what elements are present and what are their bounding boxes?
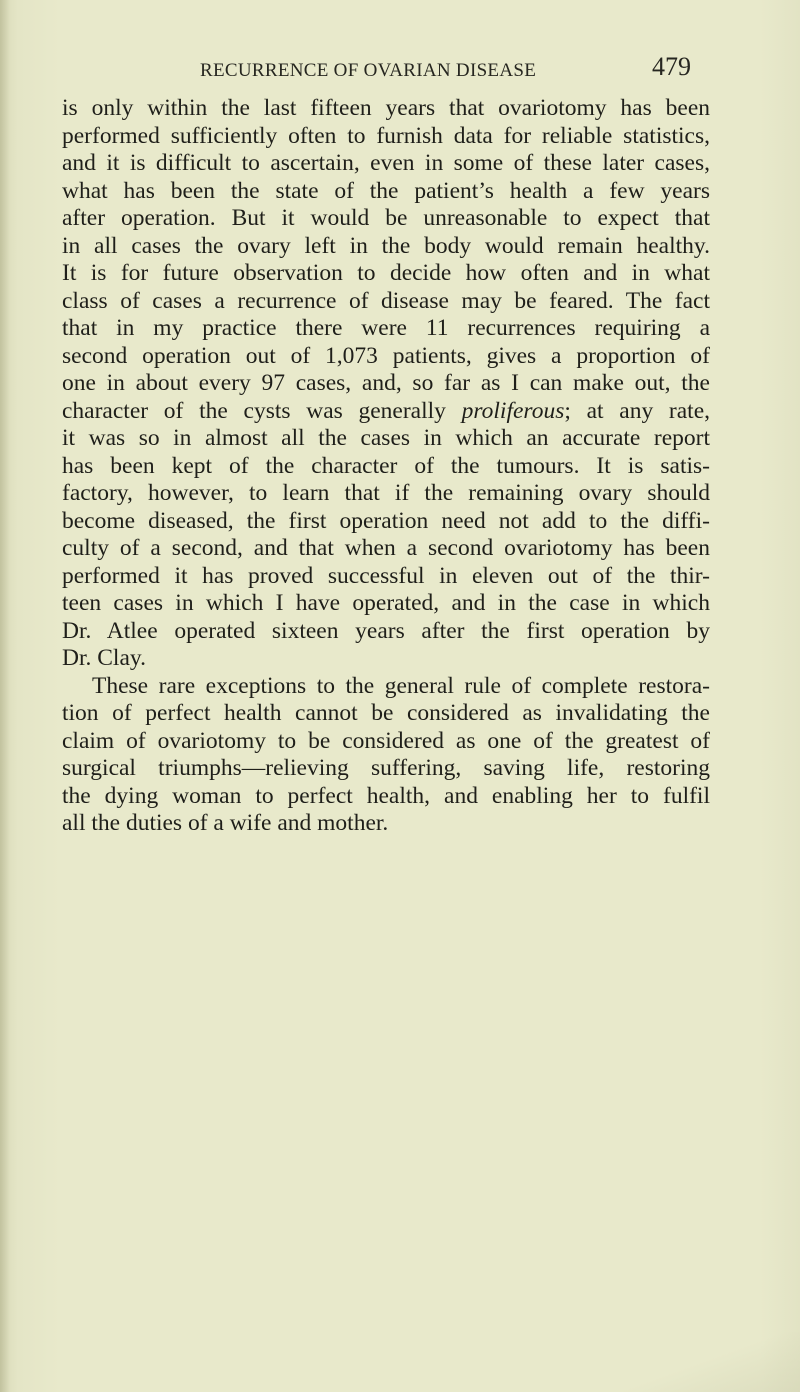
text-line: Dr. Clay. [62, 645, 146, 671]
text-line: that in my practice there were 11 recurrences requiring a [62, 315, 710, 341]
text-line: become diseased, the first operation need not add to the diffi- [62, 507, 710, 534]
text-line: the dying woman to perfect health, and enabling her to fulfil [62, 782, 710, 809]
page-corner-fold [600, 1332, 800, 1392]
text-line: one in about every 97 cases, and, so far as I can make out, the [62, 370, 710, 396]
text-line: culty of a second, and that when a second ovariotomy has been [62, 535, 710, 561]
text-segment: ; at any rate, [564, 397, 710, 424]
text-line: has been kept of the character of the tumours. It is satis- [62, 452, 710, 479]
text-line: in all cases the ovary left in the body would remain healthy. [62, 232, 710, 259]
body-text [62, 95, 710, 838]
text-line: class of cases a recurrence of disease may be feared. The fact [62, 287, 710, 314]
italic-term: proliferous [461, 397, 565, 424]
text-line: tion of perfect health cannot be considered as invalidating the [62, 700, 710, 726]
text-line: second operation out of 1,073 patients, gives a proportion of [62, 342, 710, 369]
text-line: performed it has proved successful in eleven out of the thir- [62, 562, 710, 589]
text-line: all the duties of a wife and mother. [62, 810, 389, 836]
text-line: claim of ovariotomy to be considered as one of the greatest of [62, 727, 710, 754]
page-number: 479 [652, 52, 691, 81]
paragraph-2 [62, 673, 710, 838]
text-line-with-italic [62, 398, 710, 426]
text-line: is only within the last fifteen years that ovariotomy has been [62, 95, 710, 121]
text-line: performed sufficiently often to furnish data for reliable statistics, [62, 122, 710, 149]
paragraph-1 [62, 95, 710, 673]
text-line: after operation. But it would be unreasonable to expect that [62, 205, 710, 231]
text-line: what has been the state of the patient’s health a few years [62, 177, 710, 204]
text-line: it was so in almost all the cases in which an accurate report [62, 425, 710, 451]
text-line: surgical triumphs—relieving suffering, saving life, restoring [62, 755, 710, 781]
text-line: and it is difficult to ascertain, even in some of these later cases, [62, 150, 710, 176]
text-line: Dr. Atlee operated sixteen years after the first operation by [62, 617, 710, 644]
text-line: teen cases in which I have operated, and in the case in which [62, 590, 710, 616]
text-line: factory, however, to learn that if the remaining ovary should [62, 480, 710, 506]
text-line: These rare exceptions to the general rule of complete restora- [92, 672, 710, 699]
running-head: RECURRENCE OF OVARIAN DISEASE [200, 60, 537, 81]
text-segment: character of the cysts was generally [62, 397, 462, 424]
text-line: It is for future observation to decide how often and in what [62, 260, 710, 286]
page-edge-shadow [0, 0, 10, 1392]
